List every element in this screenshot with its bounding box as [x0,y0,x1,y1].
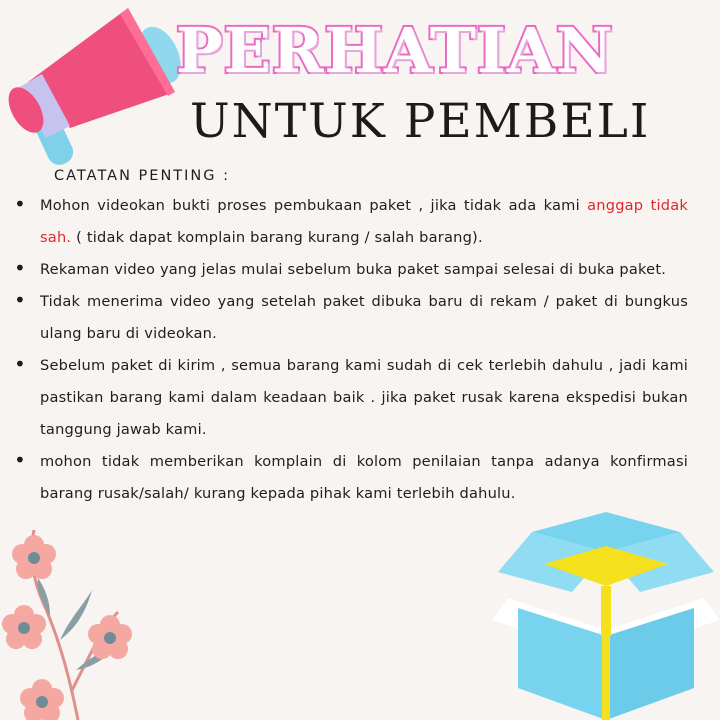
note-text-part: ( tidak dapat komplain barang kurang / salah barang). [71,229,483,246]
list-item [14,190,704,254]
note-text: Tidak menerima video yang setelah paket dibuka baru di rekam / paket di bungkus ulang baru di videokan. [40,293,688,342]
list-item [14,446,704,510]
notes-heading: CATATAN PENTING : [54,168,231,184]
notes-section [14,168,704,510]
note-highlight: anggap tidak sah. [40,197,688,246]
note-text: Sebelum paket di kirim , semua barang kami sudah di cek terlebih dahulu , jadi kami pastikan barang kami dalam keadaan baik . jika paket rusak karena ekspedisi bukan tanggung jawab kami. [40,357,688,438]
note-text [40,190,688,254]
list-item [14,286,704,350]
megaphone-icon [0,0,200,175]
open-box-icon [492,512,720,720]
list-item [14,254,704,286]
page-subtitle: UNTUK PEMBELI [190,94,651,149]
bullet-icon: • [14,288,26,312]
flower-icon [0,520,150,720]
bullet-icon: • [14,192,26,216]
page-title: PERHATIAN [176,14,614,87]
note-text: mohon tidak memberikan komplain di kolom penilaian tanpa adanya konfirmasi barang rusak/salah/ kurang kepada pihak kami terlebih dahulu. [40,453,688,502]
bullet-icon: • [14,256,26,280]
list-item [14,350,704,446]
note-text: Rekaman video yang jelas mulai sebelum buka paket sampai selesai di buka paket. [40,261,667,278]
bullet-icon: • [14,352,26,376]
bullet-icon: • [14,448,26,472]
note-text-part: Mohon videokan bukti proses pembukaan paket , jika tidak ada kami [40,197,588,214]
